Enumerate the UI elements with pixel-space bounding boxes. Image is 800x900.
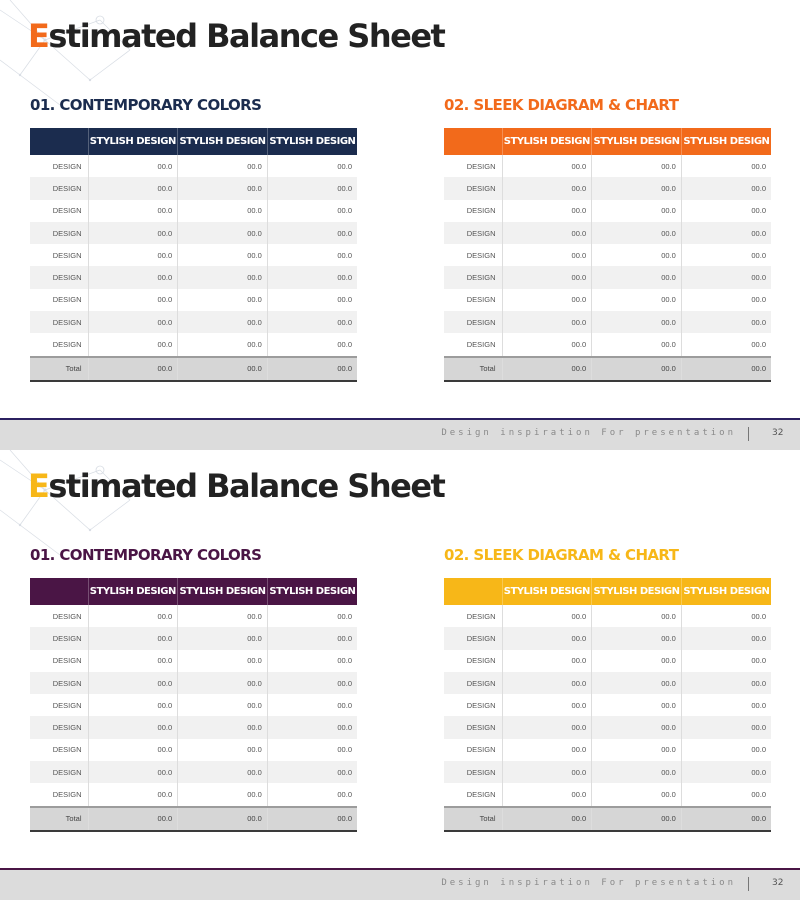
cell-value: 00.0 bbox=[178, 716, 268, 738]
footer-bar bbox=[0, 870, 800, 900]
cell-value: 00.0 bbox=[267, 200, 357, 222]
cell-value: 00.0 bbox=[592, 627, 682, 649]
cell-value: 00.0 bbox=[88, 650, 178, 672]
cell-value: 00.0 bbox=[88, 289, 178, 311]
cell-value: 00.0 bbox=[267, 716, 357, 738]
cell-value: 00.0 bbox=[267, 155, 357, 177]
cell-value: 00.0 bbox=[502, 605, 592, 627]
cell-value: 00.0 bbox=[267, 739, 357, 761]
table-row bbox=[444, 605, 771, 627]
row-label: DESIGN bbox=[52, 656, 82, 666]
row-label: DESIGN bbox=[30, 672, 88, 694]
table-row bbox=[30, 177, 357, 199]
total-value: 00.0 bbox=[502, 807, 592, 831]
cell-value: 00.0 bbox=[88, 716, 178, 738]
cell-value: 00.0 bbox=[178, 289, 268, 311]
cell-value: 00.0 bbox=[592, 739, 682, 761]
cell-value: 00.0 bbox=[592, 694, 682, 716]
cell-value: 00.0 bbox=[88, 266, 178, 288]
column-header: STYLISH DESIGN bbox=[88, 128, 178, 155]
cell-value: 00.0 bbox=[178, 155, 268, 177]
left-balance-table bbox=[30, 578, 357, 832]
total-row bbox=[444, 357, 771, 381]
cell-value: 00.0 bbox=[681, 627, 771, 649]
row-label: DESIGN bbox=[52, 340, 82, 350]
table-row bbox=[444, 200, 771, 222]
total-value: 00.0 bbox=[178, 807, 268, 831]
footer-text: Design inspiration For presentation bbox=[441, 428, 736, 438]
cell-value: 00.0 bbox=[681, 605, 771, 627]
table-row bbox=[444, 627, 771, 649]
cell-value: 00.0 bbox=[267, 627, 357, 649]
header-blank-cell bbox=[30, 128, 88, 155]
title-first-letter: E bbox=[28, 17, 49, 55]
cell-value: 00.0 bbox=[681, 761, 771, 783]
total-value: 00.0 bbox=[88, 357, 178, 381]
cell-value: 00.0 bbox=[502, 761, 592, 783]
cell-value: 00.0 bbox=[592, 311, 682, 333]
row-label: DESIGN bbox=[52, 700, 82, 710]
table-row bbox=[444, 333, 771, 356]
row-label: DESIGN bbox=[466, 745, 496, 755]
cell-value: 00.0 bbox=[502, 716, 592, 738]
slide-title bbox=[28, 14, 444, 58]
cell-value: 00.0 bbox=[502, 200, 592, 222]
total-label: Total bbox=[444, 357, 502, 381]
total-row bbox=[444, 807, 771, 831]
cell-value: 00.0 bbox=[592, 761, 682, 783]
cell-value: 00.0 bbox=[267, 672, 357, 694]
cell-value: 00.0 bbox=[681, 694, 771, 716]
cell-value: 00.0 bbox=[502, 177, 592, 199]
cell-value: 00.0 bbox=[502, 289, 592, 311]
table-row bbox=[444, 311, 771, 333]
cell-value: 00.0 bbox=[502, 244, 592, 266]
table-row bbox=[444, 650, 771, 672]
table-row bbox=[444, 761, 771, 783]
cell-value: 00.0 bbox=[592, 244, 682, 266]
row-label: DESIGN bbox=[466, 206, 496, 216]
cell-value: 00.0 bbox=[592, 783, 682, 806]
row-label: DESIGN bbox=[466, 656, 496, 666]
table-row bbox=[444, 672, 771, 694]
right-balance-table bbox=[444, 578, 771, 832]
cell-value: 00.0 bbox=[267, 266, 357, 288]
cell-value: 00.0 bbox=[681, 244, 771, 266]
cell-value: 00.0 bbox=[178, 694, 268, 716]
row-label: DESIGN bbox=[466, 250, 496, 260]
cell-value: 00.0 bbox=[592, 650, 682, 672]
cell-value: 00.0 bbox=[681, 155, 771, 177]
cell-value: 00.0 bbox=[88, 177, 178, 199]
column-header: STYLISH DESIGN bbox=[88, 578, 178, 605]
cell-value: 00.0 bbox=[681, 333, 771, 356]
left-balance-table bbox=[30, 128, 357, 382]
table-row bbox=[30, 222, 357, 244]
cell-value: 00.0 bbox=[502, 266, 592, 288]
cell-value: 00.0 bbox=[178, 761, 268, 783]
table-header-row bbox=[30, 578, 357, 605]
table-row bbox=[30, 761, 357, 783]
cell-value: 00.0 bbox=[681, 672, 771, 694]
page-number: 32 bbox=[772, 428, 784, 438]
cell-value: 00.0 bbox=[178, 177, 268, 199]
row-label: DESIGN bbox=[30, 761, 88, 783]
column-header: STYLISH DESIGN bbox=[592, 578, 682, 605]
cell-value: 00.0 bbox=[681, 739, 771, 761]
cell-value: 00.0 bbox=[592, 200, 682, 222]
row-label: DESIGN bbox=[466, 340, 496, 350]
table-row bbox=[30, 155, 357, 177]
row-label: DESIGN bbox=[466, 700, 496, 710]
total-value: 00.0 bbox=[592, 807, 682, 831]
table-row bbox=[30, 672, 357, 694]
row-label: DESIGN bbox=[466, 611, 496, 621]
left-section-title: 01. CONTEMPORARY COLORS bbox=[30, 96, 262, 114]
slide-title bbox=[28, 464, 444, 508]
table-header-row bbox=[30, 128, 357, 155]
cell-value: 00.0 bbox=[592, 605, 682, 627]
slide bbox=[0, 450, 800, 900]
table-row bbox=[444, 783, 771, 806]
total-value: 00.0 bbox=[178, 357, 268, 381]
row-label: DESIGN bbox=[30, 177, 88, 199]
row-label: DESIGN bbox=[466, 161, 496, 171]
cell-value: 00.0 bbox=[88, 333, 178, 356]
header-blank-cell bbox=[444, 128, 502, 155]
total-value: 00.0 bbox=[267, 357, 357, 381]
cell-value: 00.0 bbox=[88, 627, 178, 649]
total-label: Total bbox=[444, 807, 502, 831]
total-value: 00.0 bbox=[592, 357, 682, 381]
column-header: STYLISH DESIGN bbox=[681, 578, 771, 605]
left-section-title: 01. CONTEMPORARY COLORS bbox=[30, 546, 262, 564]
cell-value: 00.0 bbox=[267, 605, 357, 627]
row-label: DESIGN bbox=[444, 761, 502, 783]
row-label: DESIGN bbox=[52, 295, 82, 305]
cell-value: 00.0 bbox=[502, 783, 592, 806]
cell-value: 00.0 bbox=[267, 244, 357, 266]
cell-value: 00.0 bbox=[681, 266, 771, 288]
row-label: DESIGN bbox=[52, 250, 82, 260]
table-row bbox=[30, 266, 357, 288]
footer-text: Design inspiration For presentation bbox=[441, 878, 736, 888]
table-header-row bbox=[444, 128, 771, 155]
row-label: DESIGN bbox=[52, 206, 82, 216]
table-row bbox=[444, 244, 771, 266]
row-label: DESIGN bbox=[30, 266, 88, 288]
cell-value: 00.0 bbox=[681, 200, 771, 222]
total-value: 00.0 bbox=[267, 807, 357, 831]
column-header: STYLISH DESIGN bbox=[267, 578, 357, 605]
table-row bbox=[444, 222, 771, 244]
footer-separator bbox=[748, 877, 749, 891]
row-label: DESIGN bbox=[30, 716, 88, 738]
row-label: DESIGN bbox=[444, 222, 502, 244]
total-row bbox=[30, 357, 357, 381]
title-first-letter: E bbox=[28, 467, 49, 505]
row-label: DESIGN bbox=[30, 311, 88, 333]
cell-value: 00.0 bbox=[592, 672, 682, 694]
table-header-row bbox=[444, 578, 771, 605]
cell-value: 00.0 bbox=[592, 333, 682, 356]
cell-value: 00.0 bbox=[502, 333, 592, 356]
row-label: DESIGN bbox=[444, 266, 502, 288]
total-label: Total bbox=[30, 807, 88, 831]
row-label: DESIGN bbox=[444, 177, 502, 199]
cell-value: 00.0 bbox=[502, 311, 592, 333]
cell-value: 00.0 bbox=[502, 650, 592, 672]
row-label: DESIGN bbox=[444, 311, 502, 333]
cell-value: 00.0 bbox=[178, 739, 268, 761]
cell-value: 00.0 bbox=[88, 155, 178, 177]
cell-value: 00.0 bbox=[178, 222, 268, 244]
cell-value: 00.0 bbox=[267, 311, 357, 333]
cell-value: 00.0 bbox=[178, 650, 268, 672]
table-row bbox=[444, 266, 771, 288]
total-row bbox=[30, 807, 357, 831]
table-row bbox=[30, 200, 357, 222]
cell-value: 00.0 bbox=[592, 266, 682, 288]
cell-value: 00.0 bbox=[267, 333, 357, 356]
cell-value: 00.0 bbox=[178, 266, 268, 288]
cell-value: 00.0 bbox=[592, 289, 682, 311]
table-row bbox=[30, 289, 357, 311]
total-value: 00.0 bbox=[681, 357, 771, 381]
total-label: Total bbox=[30, 357, 88, 381]
cell-value: 00.0 bbox=[267, 222, 357, 244]
cell-value: 00.0 bbox=[592, 155, 682, 177]
cell-value: 00.0 bbox=[178, 672, 268, 694]
column-header: STYLISH DESIGN bbox=[502, 128, 592, 155]
row-label: DESIGN bbox=[444, 627, 502, 649]
column-header: STYLISH DESIGN bbox=[502, 578, 592, 605]
cell-value: 00.0 bbox=[502, 739, 592, 761]
row-label: DESIGN bbox=[52, 790, 82, 800]
table-row bbox=[30, 783, 357, 806]
column-header: STYLISH DESIGN bbox=[681, 128, 771, 155]
table-row bbox=[30, 716, 357, 738]
cell-value: 00.0 bbox=[681, 650, 771, 672]
cell-value: 00.0 bbox=[267, 694, 357, 716]
cell-value: 00.0 bbox=[267, 650, 357, 672]
column-header: STYLISH DESIGN bbox=[178, 128, 268, 155]
row-label: DESIGN bbox=[52, 161, 82, 171]
footer-separator bbox=[748, 427, 749, 441]
cell-value: 00.0 bbox=[502, 672, 592, 694]
table-row bbox=[444, 739, 771, 761]
cell-value: 00.0 bbox=[88, 783, 178, 806]
cell-value: 00.0 bbox=[178, 605, 268, 627]
cell-value: 00.0 bbox=[502, 694, 592, 716]
row-label: DESIGN bbox=[444, 672, 502, 694]
footer-bar bbox=[0, 420, 800, 450]
table-row bbox=[30, 333, 357, 356]
title-rest: stimated Balance Sheet bbox=[48, 467, 445, 505]
table-row bbox=[30, 627, 357, 649]
total-value: 00.0 bbox=[88, 807, 178, 831]
total-value: 00.0 bbox=[502, 357, 592, 381]
cell-value: 00.0 bbox=[178, 783, 268, 806]
cell-value: 00.0 bbox=[178, 200, 268, 222]
cell-value: 00.0 bbox=[88, 605, 178, 627]
cell-value: 00.0 bbox=[592, 222, 682, 244]
header-blank-cell bbox=[30, 578, 88, 605]
row-label: DESIGN bbox=[52, 745, 82, 755]
right-section-title: 02. SLEEK DIAGRAM & CHART bbox=[444, 96, 679, 114]
cell-value: 00.0 bbox=[681, 177, 771, 199]
cell-value: 00.0 bbox=[178, 333, 268, 356]
cell-value: 00.0 bbox=[681, 289, 771, 311]
cell-value: 00.0 bbox=[88, 761, 178, 783]
column-header: STYLISH DESIGN bbox=[267, 128, 357, 155]
cell-value: 00.0 bbox=[592, 177, 682, 199]
column-header: STYLISH DESIGN bbox=[178, 578, 268, 605]
cell-value: 00.0 bbox=[88, 244, 178, 266]
column-header: STYLISH DESIGN bbox=[592, 128, 682, 155]
cell-value: 00.0 bbox=[681, 222, 771, 244]
title-rest: stimated Balance Sheet bbox=[48, 17, 445, 55]
row-label: DESIGN bbox=[466, 790, 496, 800]
cell-value: 00.0 bbox=[502, 222, 592, 244]
table-row bbox=[444, 716, 771, 738]
table-row bbox=[444, 694, 771, 716]
table-row bbox=[30, 739, 357, 761]
cell-value: 00.0 bbox=[88, 200, 178, 222]
right-section-title: 02. SLEEK DIAGRAM & CHART bbox=[444, 546, 679, 564]
table-row bbox=[444, 289, 771, 311]
cell-value: 00.0 bbox=[88, 311, 178, 333]
row-label: DESIGN bbox=[30, 222, 88, 244]
cell-value: 00.0 bbox=[592, 716, 682, 738]
cell-value: 00.0 bbox=[267, 289, 357, 311]
cell-value: 00.0 bbox=[502, 155, 592, 177]
cell-value: 00.0 bbox=[502, 627, 592, 649]
cell-value: 00.0 bbox=[88, 694, 178, 716]
row-label: DESIGN bbox=[52, 611, 82, 621]
cell-value: 00.0 bbox=[267, 177, 357, 199]
total-value: 00.0 bbox=[681, 807, 771, 831]
cell-value: 00.0 bbox=[267, 783, 357, 806]
page-number: 32 bbox=[772, 878, 784, 888]
table-row bbox=[30, 311, 357, 333]
table-row bbox=[30, 694, 357, 716]
cell-value: 00.0 bbox=[681, 311, 771, 333]
cell-value: 00.0 bbox=[88, 672, 178, 694]
table-row bbox=[30, 244, 357, 266]
cell-value: 00.0 bbox=[88, 222, 178, 244]
right-balance-table bbox=[444, 128, 771, 382]
cell-value: 00.0 bbox=[178, 244, 268, 266]
cell-value: 00.0 bbox=[681, 716, 771, 738]
cell-value: 00.0 bbox=[178, 627, 268, 649]
cell-value: 00.0 bbox=[681, 783, 771, 806]
table-row bbox=[444, 155, 771, 177]
header-blank-cell bbox=[444, 578, 502, 605]
table-row bbox=[444, 177, 771, 199]
row-label: DESIGN bbox=[444, 716, 502, 738]
row-label: DESIGN bbox=[466, 295, 496, 305]
table-row bbox=[30, 605, 357, 627]
row-label: DESIGN bbox=[30, 627, 88, 649]
cell-value: 00.0 bbox=[267, 761, 357, 783]
cell-value: 00.0 bbox=[178, 311, 268, 333]
cell-value: 00.0 bbox=[88, 739, 178, 761]
table-row bbox=[30, 650, 357, 672]
